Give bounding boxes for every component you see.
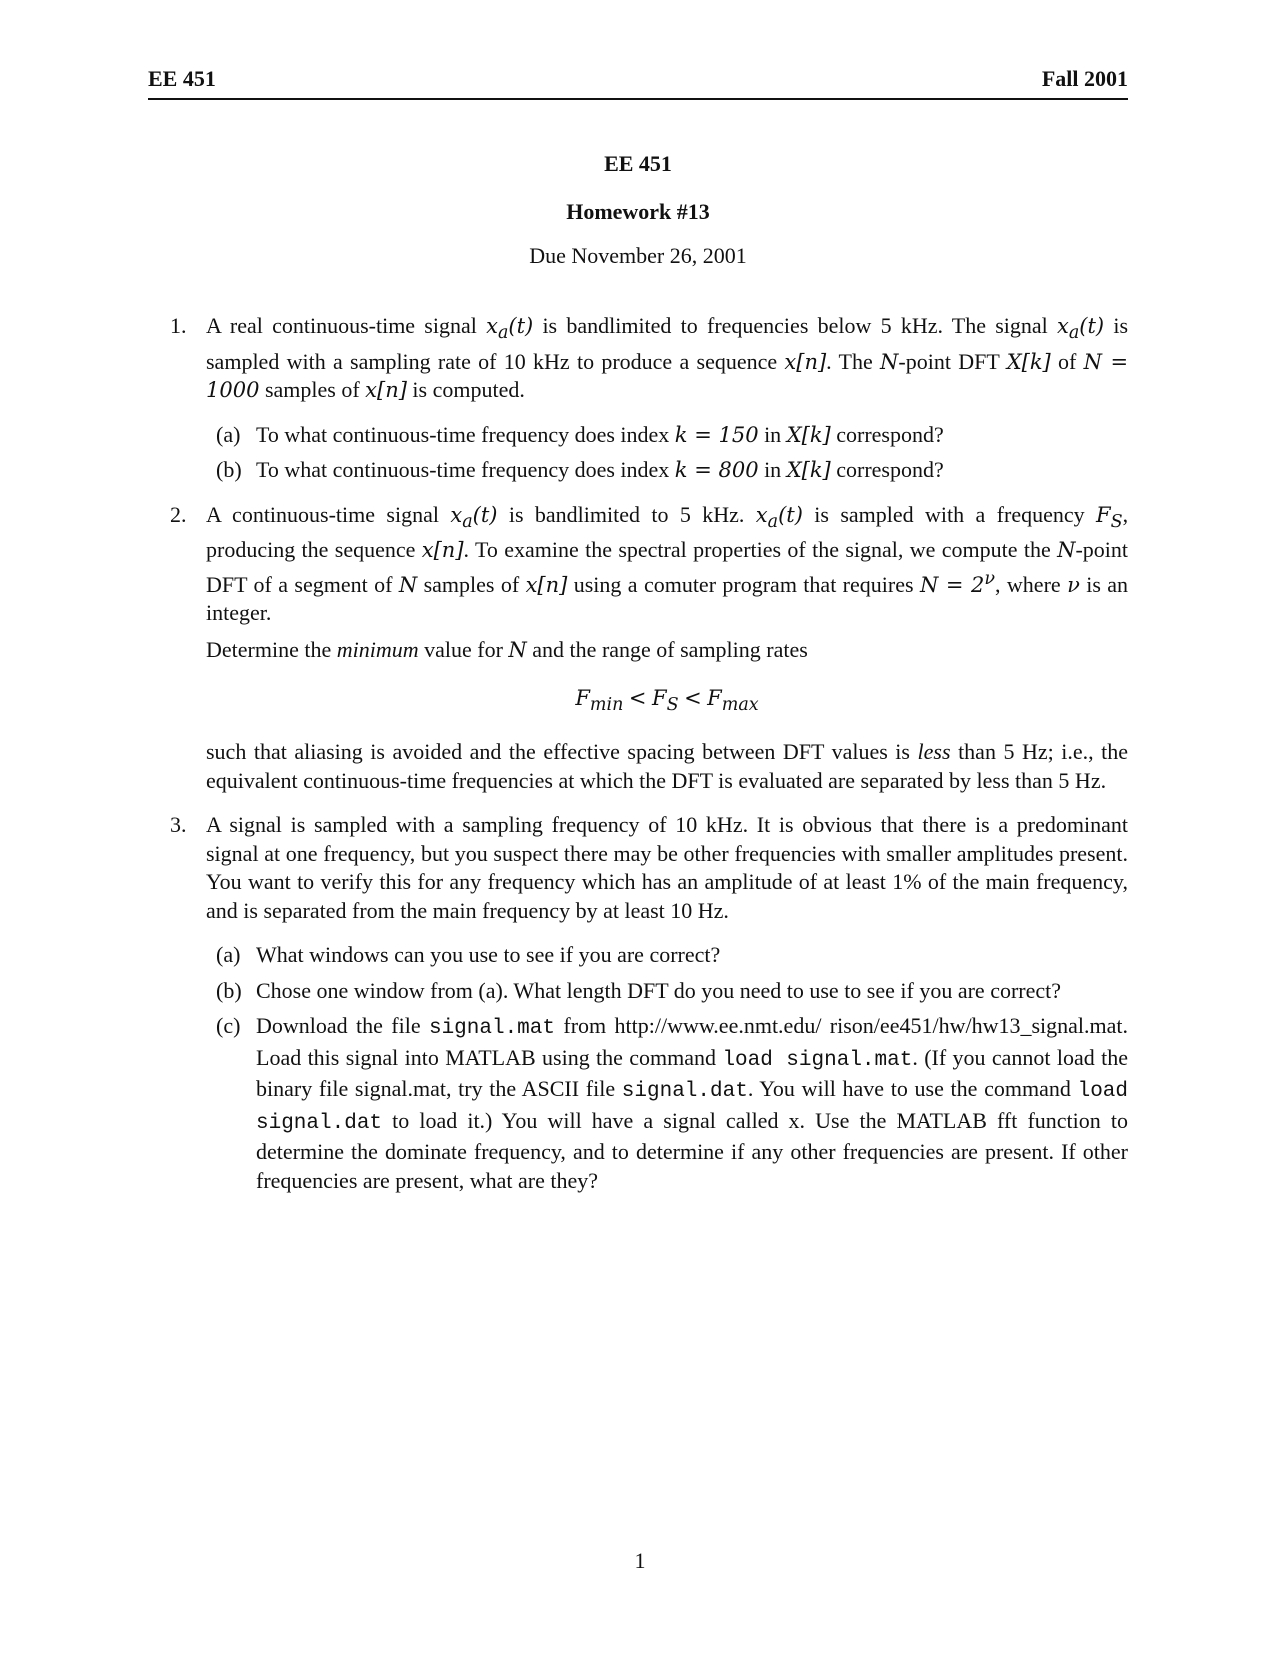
course-title: EE 451 — [604, 151, 672, 176]
problem-number: 1. — [170, 313, 187, 338]
matlab-command: load signal.dat — [256, 1080, 1129, 1135]
problem-2 — [148, 501, 1128, 795]
file-name: signal.mat — [428, 1017, 555, 1041]
problem-2-condition: such that aliasing is avoided and the effective spacing between DFT values is less than 5 Hz; i.e., the equivalent continuous-time frequencies at which the DFT is evaluated are separated by less than 5 Hz. — [206, 739, 1129, 793]
problem-3c: (c) Download the file signal.mat from http://www.ee.nmt.edu/ rison/ee451/hw/hw13_signal.mat. Load this signal into MATLAB using the command load signal.mat. (If you cannot load the binary file signal.mat, try the ASCII file signal.dat. You will have to use the command load signal.dat to load it.) You will have a signal called x. Use the MATLAB fft function to determine the dominate frequency, and to determine if any other frequencies are present. If other frequencies are present, what are they? — [216, 1013, 1129, 1193]
header-course: EE 451 — [148, 66, 216, 91]
sampling-range-equation: $F_{min} < F_S < F_{max}$ — [575, 686, 759, 716]
problem-3-statement: A signal is sampled with a sampling frequency of 10 kHz. It is obvious that there is a predominant signal at one frequency, but you suspect there may be other frequencies with smaller amplitudes present. You want to verify this for any frequency which has an amplitude of at least 1% of the main frequency, and is separated from the main frequency by at least 10 Hz. — [206, 812, 1128, 923]
running-header — [148, 66, 1128, 100]
problem-list — [148, 312, 1128, 1195]
homework-title: Homework #13 — [566, 199, 710, 224]
problem-number: 2. — [170, 501, 187, 527]
problem-1 — [148, 312, 1128, 485]
title-block — [148, 148, 1128, 272]
problem-3b: (b) Chose one window from (a). What length DFT do you need to use to see if you are correct? — [216, 977, 1062, 1003]
header-term: Fall 2001 — [1041, 66, 1128, 91]
problem-number: 3. — [170, 812, 187, 838]
problem-3 — [148, 811, 1128, 1195]
due-date: Due November 26, 2001 — [529, 243, 747, 268]
problem-2-statement: A continuous-time signal $x_a(t)$ is bandlimited to 5 kHz. $x_a(t)$ is sampled with a frequency $F_S$, producing the sequence x[n]. To examine the spectral properties of the signal, we compute the N-point DFT of a segment of N samples of x[n] using a comuter program that requires $N = 2^\nu$, where ν is an integer. — [206, 501, 1129, 626]
file-name: signal.dat — [621, 1080, 748, 1104]
problem-2-determine: Determine the minimum value for N and the range of sampling rates — [206, 636, 808, 662]
matlab-command: load signal.mat — [722, 1048, 913, 1072]
problem-1-statement: A real continuous-time signal $x_a(t)$ is bandlimited to frequencies below 5 kHz. The signal $x_a(t)$ is sampled with a sampling rate of 10 kHz to produce a sequence x[n]. The N-point DFT X[k] of N = 1000 samples of x[n] is computed. — [206, 313, 1129, 403]
page-number: 1 — [634, 1548, 646, 1573]
problem-1b: (b) To what continuous-time frequency does index k = 800 in X[k] correspond? — [216, 457, 944, 483]
problem-1a: (a) To what continuous-time frequency does index k = 150 in X[k] correspond? — [216, 421, 944, 447]
problem-3a: (a) What windows can you use to see if you are correct? — [216, 942, 721, 968]
